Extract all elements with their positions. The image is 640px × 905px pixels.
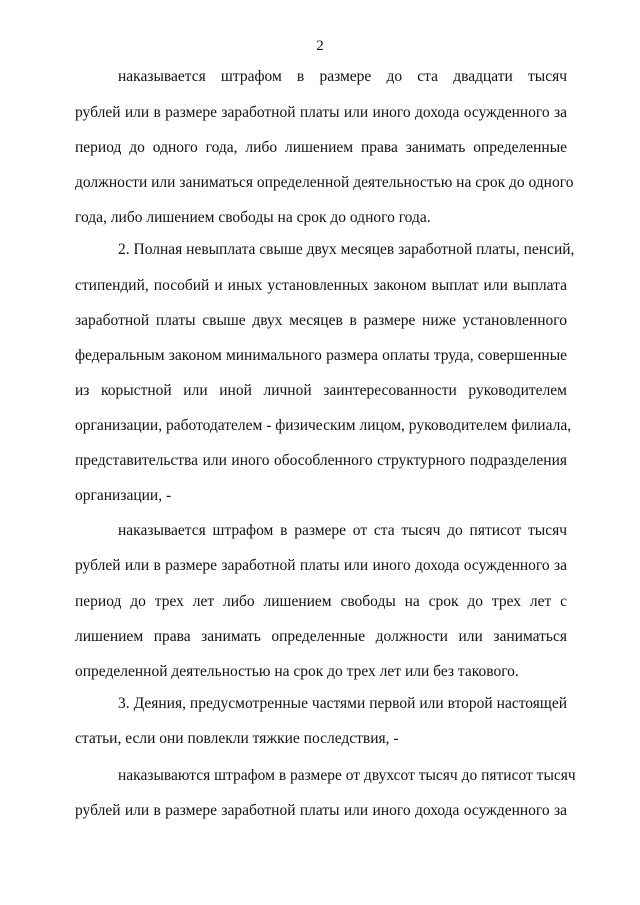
text-line: определенной деятельностью на срок до трех лет или без такового. [75, 663, 519, 680]
text-line: рублей или в размере заработной платы или иного дохода осужденного за [75, 557, 567, 574]
text-line: организации, - [75, 487, 172, 504]
text-line: из корыстной или иной личной заинтересованности руководителем [75, 382, 567, 399]
text-line: период до трех лет либо лишением свободы на срок до трех лет с [75, 593, 567, 610]
text-line: должности или заниматься определенной деятельностью на срок до одного [75, 174, 574, 191]
text-line: стипендий, пособий и иных установленных законом выплат или выплата [75, 277, 567, 294]
text-line: заработной платы свыше двух месяцев в размере ниже установленного [75, 312, 567, 329]
text-line: года, либо лишением свободы на срок до одного года. [75, 209, 431, 226]
text-line: статьи, если они повлекли тяжкие последствия, - [75, 730, 399, 747]
text-line: наказывается штрафом в размере до ста двадцати тысяч [118, 68, 567, 85]
text-line: наказывается штрафом в размере от ста тысяч до пятисот тысяч [118, 522, 567, 539]
text-line: рублей или в размере заработной платы или иного дохода осужденного за [75, 802, 567, 819]
text-line: федеральным законом минимального размера оплаты труда, совершенные [75, 347, 567, 364]
text-line: период до одного года, либо лишением права занимать определенные [75, 139, 567, 156]
text-line: представительства или иного обособленного структурного подразделения [75, 452, 567, 469]
page-number: 2 [316, 38, 324, 54]
text-line: наказываются штрафом в размере от двухсот тысяч до пятисот тысяч [118, 767, 576, 784]
text-line: 3. Деяния, предусмотренные частями первой или второй настоящей [118, 695, 567, 712]
text-line: рублей или в размере заработной платы или иного дохода осужденного за [75, 104, 567, 121]
text-line: организации, работодателем - физическим лицом, руководителем филиала, [75, 417, 572, 434]
text-line: 2. Полная невыплата свыше двух месяцев заработной платы, пенсий, [118, 241, 575, 258]
text-line: лишением права занимать определенные должности или заниматься [75, 628, 567, 645]
